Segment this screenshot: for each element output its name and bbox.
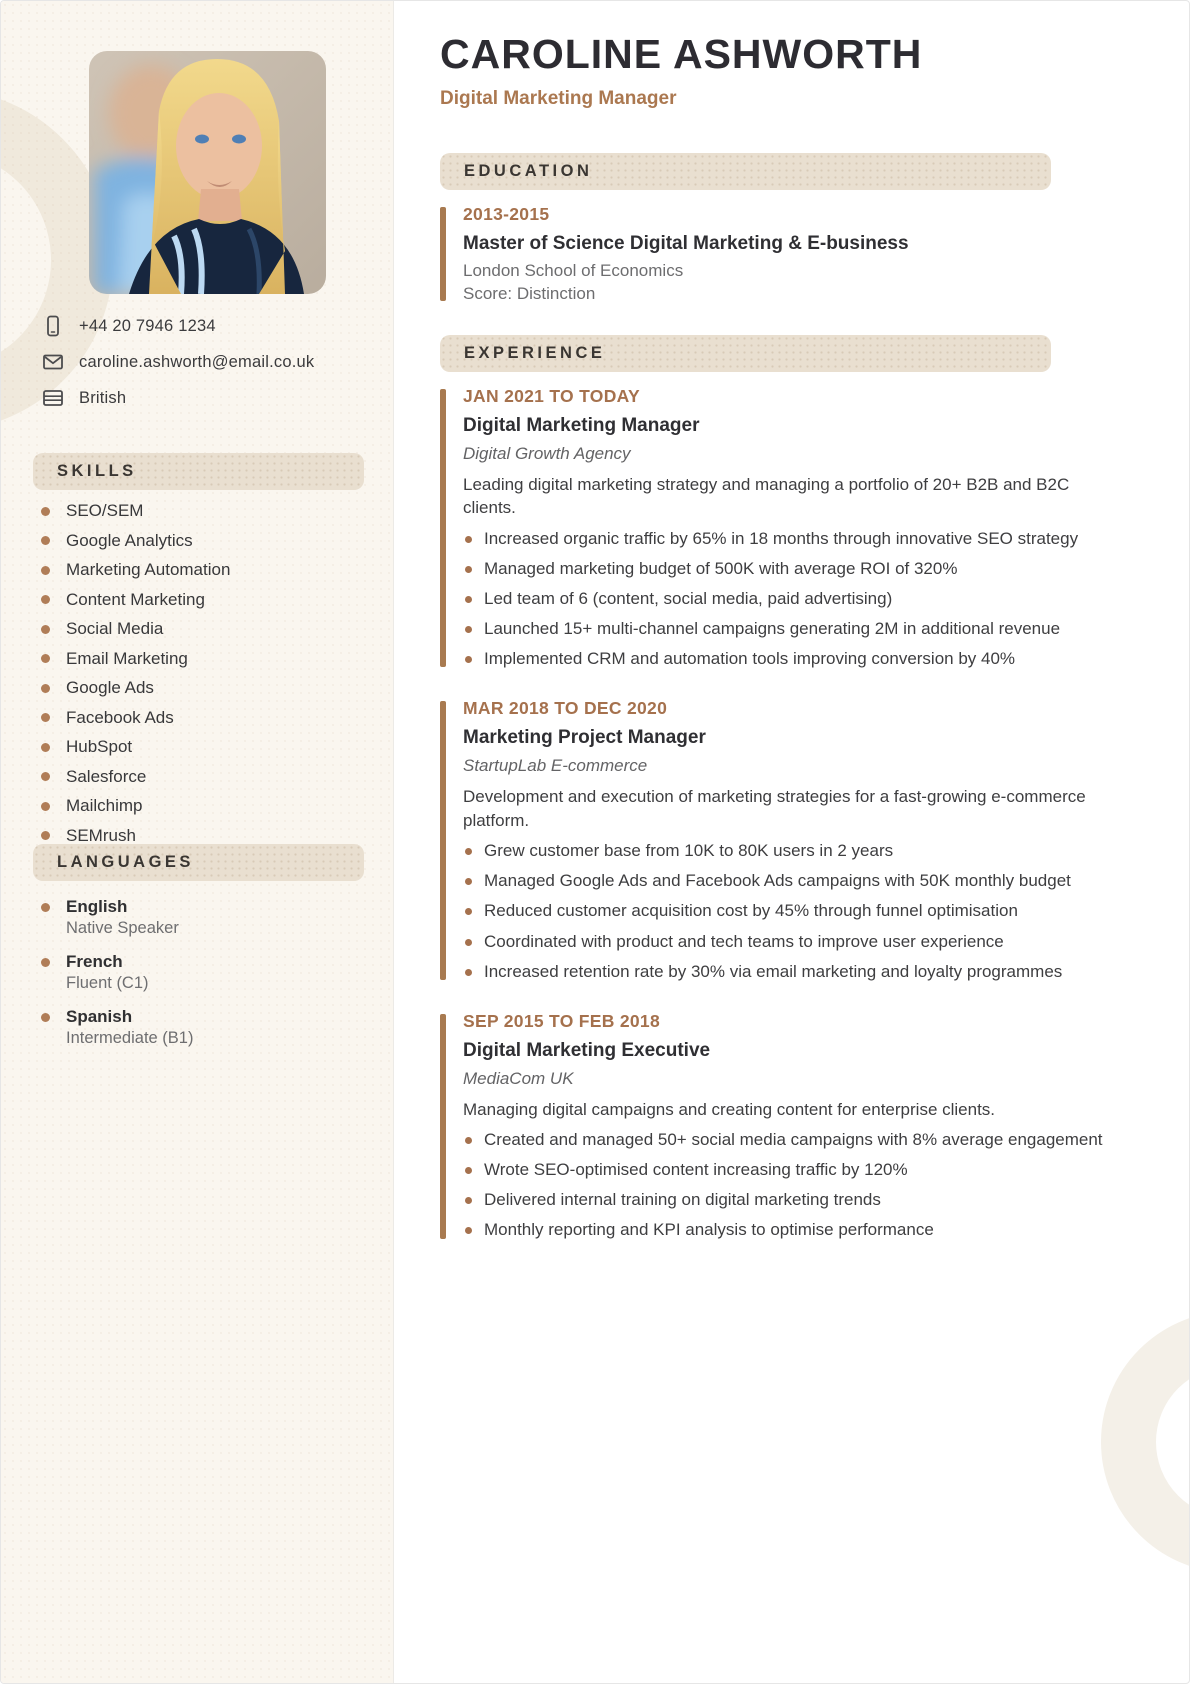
experience-role: Digital Marketing Executive [463, 1039, 711, 1061]
bullet-item: Increased organic traffic by 65% in 18 months through innovative SEO strategy [463, 528, 1106, 550]
bullet-item: Managed marketing budget of 500K with average ROI of 320% [463, 558, 1106, 580]
bullet-item: Grew customer base from 10K to 80K users in 2 years [463, 840, 1106, 862]
experience-company: Digital Growth Agency [463, 444, 631, 463]
bullet-dot [465, 908, 472, 915]
experience-period: MAR 2018 TO DEC 2020 [463, 698, 668, 719]
contact-nationality-row [41, 386, 371, 410]
education-degree: Master of Science Digital Marketing & E-business [463, 233, 909, 254]
skill-item: Mailchimp [41, 796, 230, 816]
bullet-dot [41, 743, 50, 752]
bullet-dot [41, 566, 50, 575]
language-name: French [66, 952, 123, 971]
skill-item: HubSpot [41, 737, 230, 757]
contact-phone-row [41, 314, 371, 338]
bullet-dot [465, 878, 472, 885]
experience-section-header: EXPERIENCE [440, 335, 1051, 372]
skills-list [41, 501, 230, 855]
main-content [440, 1, 1106, 1242]
language-level: Native Speaker [66, 919, 179, 937]
skill-item: Marketing Automation [41, 560, 230, 580]
language-level: Intermediate (B1) [66, 1029, 194, 1047]
bullet-item: Created and managed 50+ social media campaigns with 8% average engagement [463, 1129, 1106, 1151]
experience-summary: Development and execution of marketing strategies for a fast-growing e-commerce platform. [463, 787, 1086, 830]
bullet-dot [41, 802, 50, 811]
experience-bullets [463, 840, 1106, 982]
bullet-item: Implemented CRM and automation tools improving conversion by 40% [463, 648, 1106, 670]
profile-photo [89, 51, 326, 294]
language-level: Fluent (C1) [66, 974, 149, 992]
experience-company: StartupLab E-commerce [463, 756, 648, 776]
bullet-item: Coordinated with product and tech teams to improve user experience [463, 931, 1106, 953]
bullet-dot [465, 1227, 472, 1234]
bullet-item: Launched 15+ multi-channel campaigns generating 2M in additional revenue [463, 618, 1106, 640]
education-period: 2013-2015 [463, 204, 550, 224]
bullet-dot [41, 684, 50, 693]
entry-accent-bar [440, 1014, 446, 1239]
nationality-value: British [79, 388, 127, 407]
phone-value: +44 20 7946 1234 [79, 316, 216, 335]
experience-company: MediaCom UK [463, 1068, 574, 1088]
experience-summary: Leading digital marketing strategy and managing a portfolio of 20+ B2B and B2C clients. [463, 475, 1070, 518]
contact-block [41, 314, 371, 422]
bullet-dot [41, 772, 50, 781]
bullet-item: Wrote SEO-optimised content increasing traffic by 120% [463, 1159, 1106, 1181]
bullet-item: Reduced customer acquisition cost by 45% through funnel optimisation [463, 900, 1106, 922]
language-item [41, 1007, 193, 1048]
skill-item: Google Analytics [41, 531, 230, 551]
bullet-item: Monthly reporting and KPI analysis to optimise performance [463, 1219, 1106, 1241]
profile-photo-illustration [89, 51, 326, 294]
bullet-dot [465, 596, 472, 603]
bullet-dot [41, 903, 50, 912]
sidebar [1, 1, 394, 1683]
languages-list [41, 897, 193, 1062]
entry-accent-bar [440, 389, 446, 667]
phone-icon [41, 314, 65, 338]
bullet-dot [465, 536, 472, 543]
bullet-item: Led team of 6 (content, social media, paid advertising) [463, 588, 1106, 610]
bullet-item: Increased retention rate by 30% via email marketing and loyalty programmes [463, 961, 1106, 983]
email-value: caroline.ashworth@email.co.uk [79, 352, 315, 371]
education-score: Score: Distinction [463, 284, 596, 303]
headline-job-title: Digital Marketing Manager [440, 88, 677, 109]
skill-item: SEO/SEM [41, 501, 230, 521]
bullet-dot [465, 969, 472, 976]
language-name: English [66, 897, 128, 916]
skill-item: Facebook Ads [41, 708, 230, 728]
language-name: Spanish [66, 1007, 133, 1026]
bullet-dot [41, 536, 50, 545]
bullet-dot [465, 1167, 472, 1174]
entry-accent-bar [440, 701, 446, 979]
bullet-dot [465, 626, 472, 633]
education-entry [440, 204, 1106, 304]
bullet-dot [465, 656, 472, 663]
bullet-dot [465, 1197, 472, 1204]
bullet-dot [41, 654, 50, 663]
experience-period: SEP 2015 TO FEB 2018 [463, 1010, 660, 1031]
bullet-item: Delivered internal training on digital marketing trends [463, 1189, 1106, 1211]
experience-entry [440, 386, 1106, 670]
skills-section-header: SKILLS [33, 453, 364, 490]
decorative-ring-bottom-right [1101, 1311, 1190, 1573]
bullet-dot [41, 713, 50, 722]
bullet-dot [41, 958, 50, 967]
bullet-dot [41, 595, 50, 604]
skill-item: SEMrush [41, 826, 230, 846]
contact-email-row [41, 350, 371, 374]
experience-role: Digital Marketing Manager [463, 415, 700, 436]
language-item [41, 897, 193, 938]
experience-role: Marketing Project Manager [463, 727, 706, 749]
skill-item: Google Ads [41, 678, 230, 698]
education-school: London School of Economics [463, 261, 684, 280]
entry-accent-bar [440, 207, 446, 301]
education-section-header: EDUCATION [440, 153, 1051, 190]
bullet-dot [41, 507, 50, 516]
languages-section-header: LANGUAGES [33, 844, 364, 881]
bullet-dot [465, 848, 472, 855]
email-icon [41, 350, 65, 374]
experience-bullets [463, 1129, 1106, 1241]
bullet-dot [41, 831, 50, 840]
experience-entry [440, 1011, 1106, 1242]
bullet-item: Managed Google Ads and Facebook Ads campaigns with 50K monthly budget [463, 870, 1106, 892]
skill-item: Content Marketing [41, 590, 230, 610]
experience-summary: Managing digital campaigns and creating content for enterprise clients. [463, 1099, 996, 1119]
bullet-dot [41, 1013, 50, 1022]
experience-entry [440, 698, 1106, 982]
skill-item: Salesforce [41, 767, 230, 787]
experience-bullets [463, 528, 1106, 670]
bullet-dot [465, 1137, 472, 1144]
experience-period: JAN 2021 TO TODAY [463, 386, 640, 406]
language-item [41, 952, 193, 993]
skill-item: Social Media [41, 619, 230, 639]
bullet-dot [465, 566, 472, 573]
page-title: CAROLINE ASHWORTH [440, 31, 923, 77]
bullet-dot [41, 625, 50, 634]
bullet-dot [465, 939, 472, 946]
skill-item: Email Marketing [41, 649, 230, 669]
id-card-icon [41, 386, 65, 410]
